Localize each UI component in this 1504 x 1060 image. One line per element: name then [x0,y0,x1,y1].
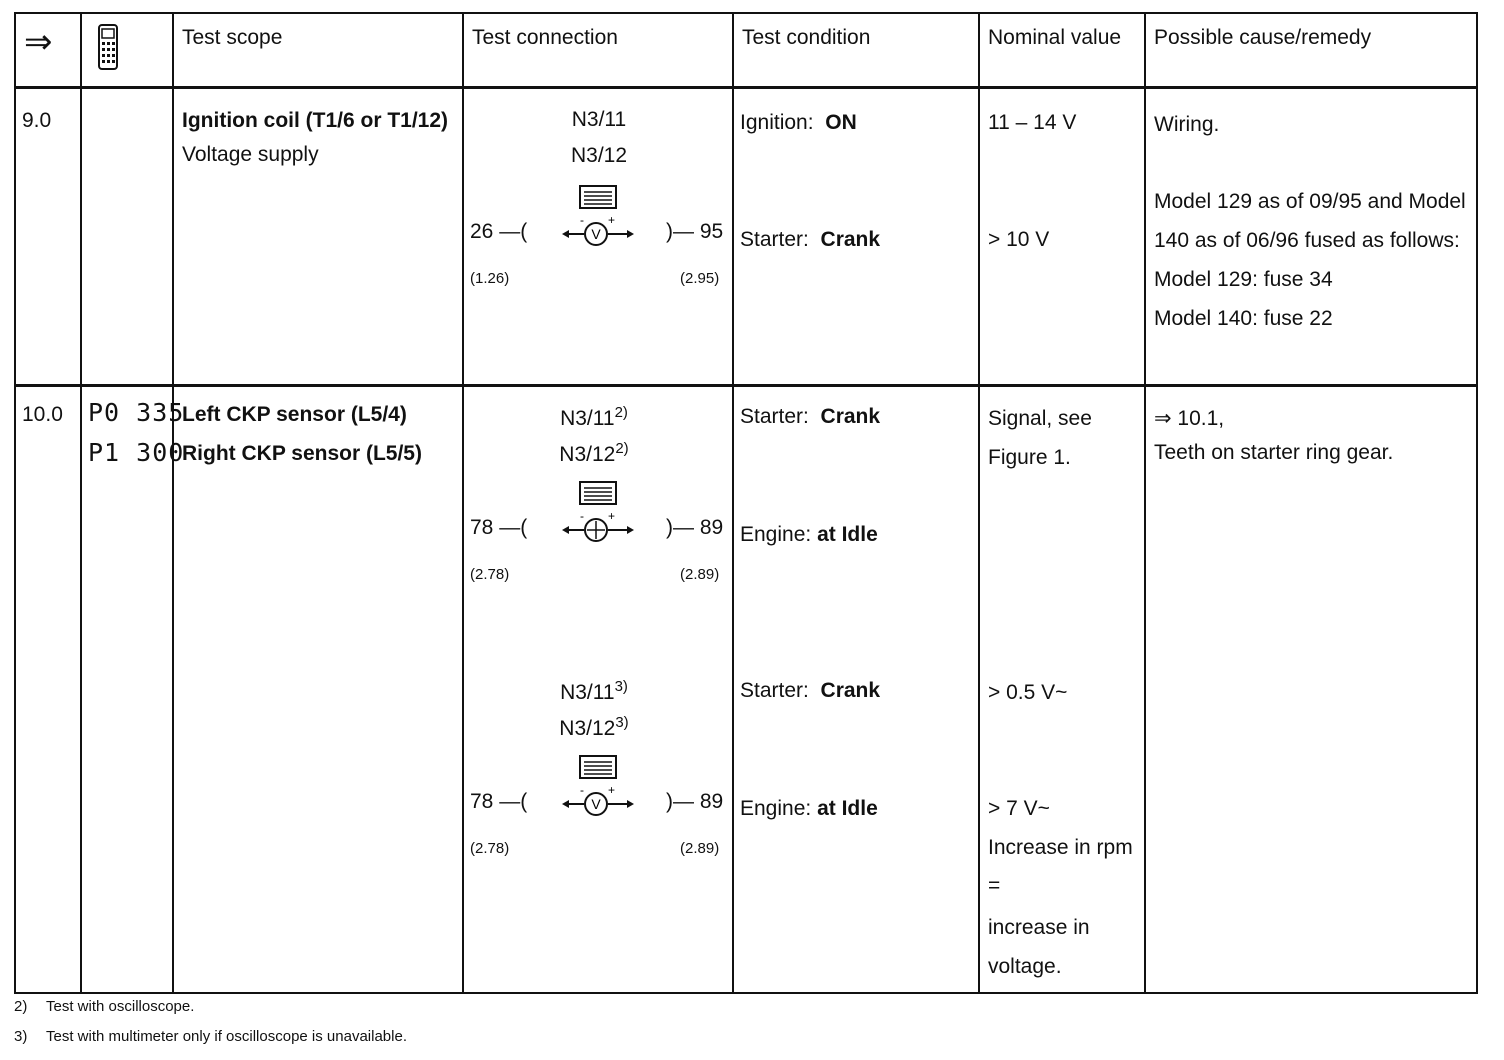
svg-text:+: + [608,784,616,797]
voltmeter-icon [560,784,640,824]
row-divider [16,384,1476,387]
condition: Engine: at Idle [740,523,878,546]
nominal-value: = [988,874,1001,897]
test-connection-diagram [462,386,732,646]
module-label: N3/11$^{3)}$ [560,678,628,704]
pin-left: 78 —( [470,516,528,539]
control-module-icon [578,182,620,212]
module-label: N3/12$^{2)}$ [559,440,629,466]
fault-code: P1 300 [88,438,185,467]
svg-text:-: - [580,510,584,523]
footnote: 3) Test with multimeter only if oscilloscope is unavailable. [14,1028,407,1045]
cause-text: Model 140: fuse 22 [1154,307,1333,330]
module-label: N3/12 [570,144,628,167]
pin-left: 78 —( [470,790,528,813]
module-label: N3/11$^{2)}$ [560,404,628,430]
fault-code: P0 335 [88,398,185,427]
condition: Engine: at Idle [740,797,878,820]
test-connection-diagram [462,90,732,380]
column-divider [978,14,980,992]
svg-text:V: V [591,226,601,242]
condition: Starter: Crank [740,228,881,251]
pin-right-sub: (2.89) [680,840,720,857]
nominal-value: > 0.5 V~ [988,681,1068,704]
header-nominal-value: Nominal value [988,26,1122,49]
header-test-connection: Test connection [472,26,618,49]
scope-subtitle: Voltage supply [182,143,319,166]
hand-held-tester-icon [96,24,120,76]
column-divider [80,14,82,992]
step-number: 9.0 [22,109,52,132]
nominal-value: > 10 V [988,228,1050,251]
cause-text: Model 129 as of 09/95 and Model [1154,190,1466,213]
nominal-value: 11 – 14 V [988,111,1077,134]
svg-text:+: + [608,510,616,523]
cause-text: 140 as of 06/96 fused as follows: [1154,229,1460,252]
column-divider [1144,14,1146,992]
nominal-value: voltage. [988,955,1062,978]
pin-right: )— 89 [666,790,724,813]
cause-text: Wiring. [1154,113,1220,136]
pin-left-sub: (2.78) [470,566,510,583]
arrow-header: ⇒ [24,23,53,61]
pin-left-sub: (2.78) [470,840,510,857]
control-module-icon [578,478,620,508]
voltmeter-icon [560,214,640,254]
header-possible-cause: Possible cause/remedy [1154,26,1372,49]
cause-text: Model 129: fuse 34 [1154,268,1333,291]
pin-right-sub: (2.95) [680,270,720,287]
nominal-value: Figure 1. [988,446,1071,469]
oscilloscope-icon [560,510,640,550]
footnote: 2) Test with oscilloscope. [14,998,195,1015]
nominal-value: > 7 V~ [988,797,1050,820]
pin-right-sub: (2.89) [680,566,720,583]
column-divider [732,14,734,992]
cause-text: Teeth on starter ring gear. [1154,441,1394,464]
step-number: 10.0 [22,403,63,426]
pin-left: 26 —( [470,220,528,243]
module-label: N3/11 [571,108,627,131]
svg-text:+: + [608,214,616,227]
svg-text:-: - [580,214,584,227]
control-module-icon [578,752,620,782]
column-divider [172,14,174,992]
nominal-value: increase in [988,916,1090,939]
header-test-condition: Test condition [742,26,871,49]
nominal-value: Increase in rpm [988,836,1133,859]
test-connection-diagram [462,660,732,920]
condition: Ignition: ON [740,111,857,134]
cause-text: ⇒ 10.1, [1154,407,1225,430]
condition: Starter: Crank [740,679,881,702]
svg-text:V: V [591,796,601,812]
test-table [14,12,1478,994]
pin-left-sub: (1.26) [470,270,510,287]
scope-title: Right CKP sensor (L5/5) [182,442,422,465]
header-test-scope: Test scope [182,26,283,49]
pin-right: )— 89 [666,516,724,539]
svg-text:-: - [580,784,584,797]
row-divider [16,86,1476,89]
condition: Starter: Crank [740,405,881,428]
scope-title: Ignition coil (T1/6 or T1/12) [182,109,449,132]
module-label: N3/12$^{3)}$ [559,714,629,740]
nominal-value: Signal, see [988,407,1092,430]
scope-title: Left CKP sensor (L5/4) [182,403,407,426]
pin-right: )— 95 [666,220,724,243]
